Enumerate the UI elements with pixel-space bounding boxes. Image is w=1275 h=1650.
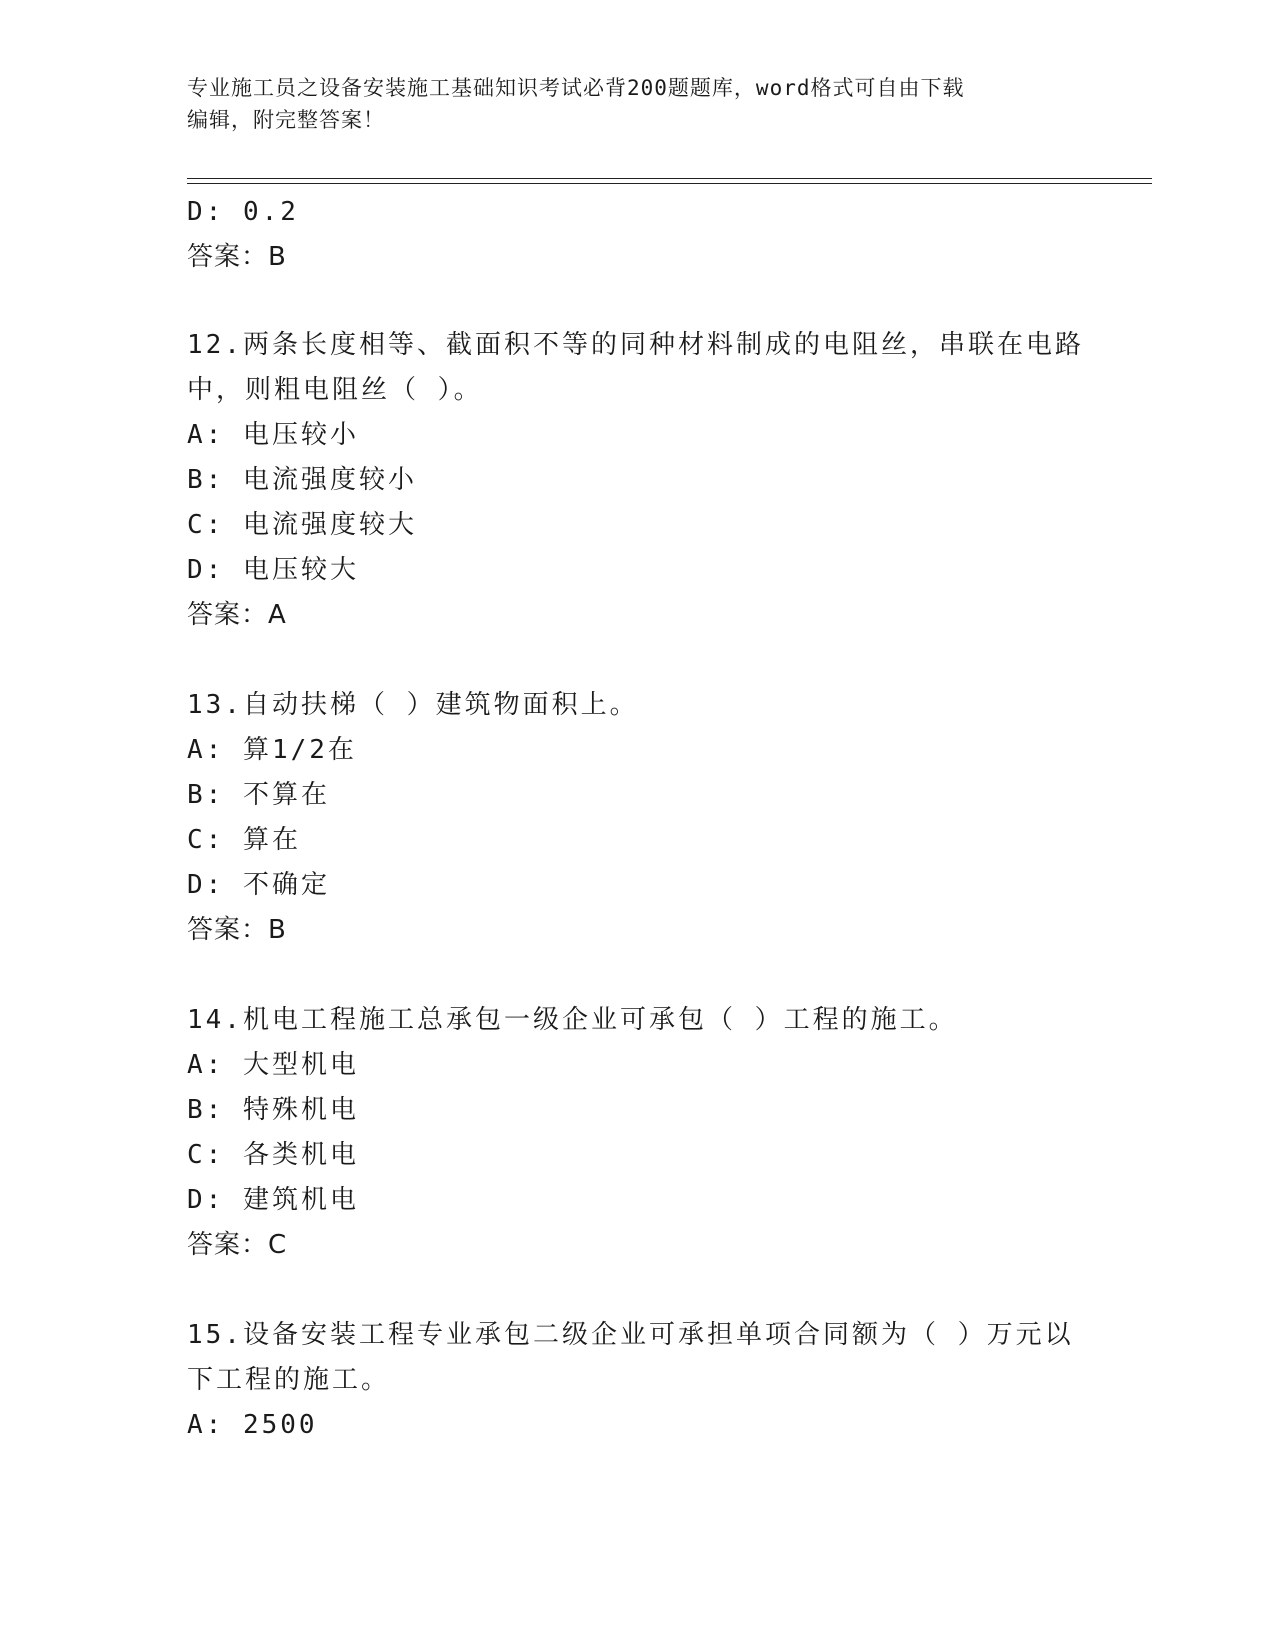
q14-option-b: B: 特殊机电 (187, 1095, 359, 1125)
q12-option-d: D: 电压较大 (187, 555, 359, 585)
q12-text-line-1: 12.两条长度相等、截面积不等的同种材料制成的电阻丝，串联在电路 (187, 330, 1084, 360)
q12-option-a: A: 电压较小 (187, 420, 359, 450)
prev-answer: 答案：B (187, 242, 287, 272)
q15-option-a: A: 2500 (187, 1410, 318, 1440)
q14-text-line-1: 14.机电工程施工总承包一级企业可承包（ ）工程的施工。 (187, 1005, 958, 1035)
q14-option-c: C: 各类机电 (187, 1140, 359, 1170)
prev-option-d: D: 0.2 (187, 197, 299, 227)
q15-text-line-1: 15.设备安装工程专业承包二级企业可承担单项合同额为（ ）万元以 (187, 1320, 1074, 1350)
q13-option-a: A: 算1/2在 (187, 735, 357, 765)
header-title-line-1: 专业施工员之设备安装施工基础知识考试必背200题题库，word格式可自由下载 (187, 76, 965, 100)
document-header (187, 72, 1067, 136)
header-title-line-2: 编辑，附完整答案！ (187, 108, 385, 132)
q14-answer: 答案：C (187, 1230, 288, 1260)
q12-text-line-2: 中，则粗电阻丝（ ）。 (187, 375, 483, 405)
q13-answer: 答案：B (187, 915, 287, 945)
header-divider-bottom (187, 183, 1152, 184)
q14-option-a: A: 大型机电 (187, 1050, 359, 1080)
q14-option-d: D: 建筑机电 (187, 1185, 359, 1215)
q13-option-c: C: 算在 (187, 825, 301, 855)
q13-text-line-1: 13.自动扶梯（ ）建筑物面积上。 (187, 690, 639, 720)
q15-text-line-2: 下工程的施工。 (187, 1365, 391, 1395)
q12-option-c: C: 电流强度较大 (187, 510, 417, 540)
q12-option-b: B: 电流强度较小 (187, 465, 417, 495)
q13-option-b: B: 不算在 (187, 780, 330, 810)
q13-option-d: D: 不确定 (187, 870, 330, 900)
q12-answer: 答案：A (187, 600, 287, 630)
header-divider-top (187, 178, 1152, 179)
